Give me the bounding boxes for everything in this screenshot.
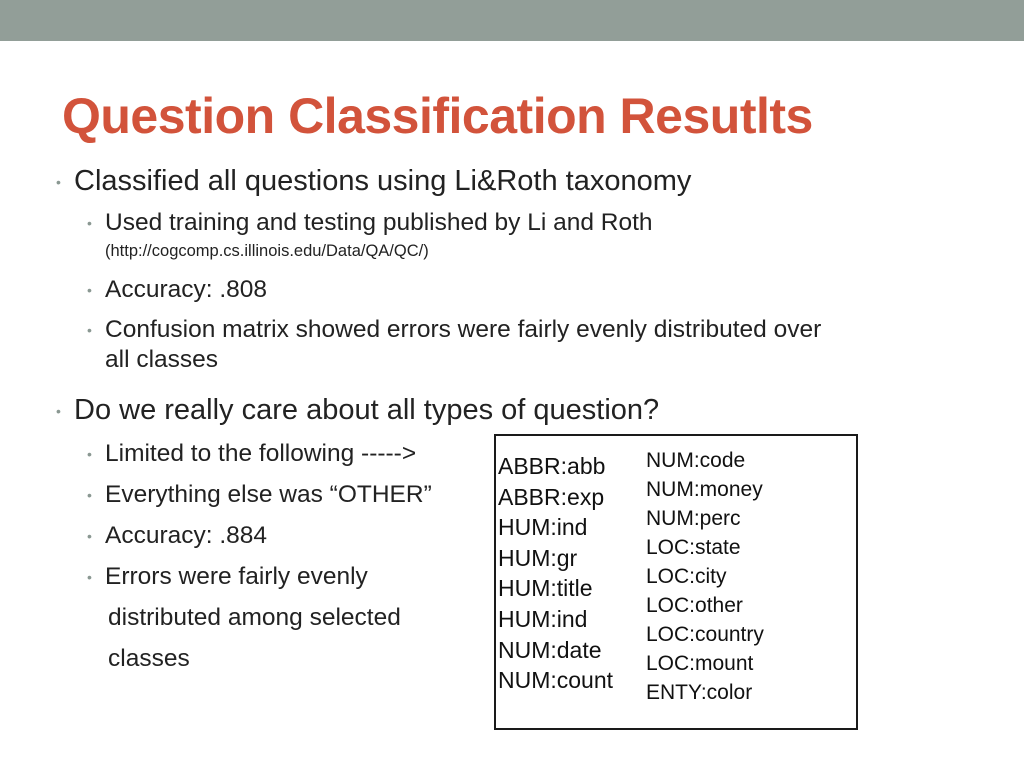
class-item: LOC:country — [646, 623, 764, 646]
bullet-other: Everything else was “OTHER” — [105, 481, 432, 508]
bullet-errors-line3: classes — [108, 645, 190, 672]
bullet-confusion-line1: Confusion matrix showed errors were fairly evenly distributed over — [105, 316, 822, 343]
class-item: ENTY:color — [646, 681, 753, 704]
slide-title: Question Classification Resutlts — [62, 88, 813, 144]
class-item: NUM:date — [498, 636, 602, 663]
dataset-url: (http://cogcomp.cs.illinois.edu/Data/QA/QC/) — [105, 242, 429, 260]
class-item: NUM:money — [646, 478, 763, 501]
bullet-errors-line2: distributed among selected — [108, 604, 401, 631]
class-item: HUM:ind — [498, 514, 588, 541]
class-item: ABBR:exp — [498, 483, 605, 510]
top-bar — [0, 0, 1024, 41]
bullet-confusion — [105, 315, 821, 375]
class-item: NUM:perc — [646, 507, 741, 530]
bullet-classified: Classified all questions using Li&Roth taxonomy — [74, 165, 692, 197]
bullet-icon: • — [87, 487, 92, 503]
bullet-icon: • — [87, 528, 92, 544]
class-item: NUM:code — [646, 449, 746, 472]
bullet-training — [105, 208, 653, 262]
bullet-training-text: Used training and testing published by Li and Roth — [105, 209, 653, 236]
bullet-errors: Errors were fairly evenly — [105, 563, 368, 590]
bullet-care: Do we really care about all types of question? — [74, 394, 660, 426]
class-list-column-2 — [646, 446, 764, 707]
bullet-icon: • — [87, 322, 92, 338]
bullet-accuracy-2: Accuracy: .884 — [105, 522, 268, 549]
class-item: LOC:other — [646, 594, 743, 617]
bullet-icon: • — [87, 215, 92, 231]
bullet-icon: • — [56, 403, 61, 419]
class-item: LOC:city — [646, 565, 727, 588]
bullet-icon: • — [56, 174, 61, 190]
class-item: NUM:count — [498, 667, 614, 694]
bullet-icon: • — [87, 569, 92, 585]
class-item: LOC:mount — [646, 652, 754, 675]
class-item: ABBR:abb — [498, 453, 606, 479]
bullet-confusion-line2: all classes — [105, 346, 219, 373]
bullet-accuracy-1: Accuracy: .808 — [105, 276, 268, 303]
bullet-icon: • — [87, 282, 92, 298]
class-item: HUM:title — [498, 575, 593, 602]
bullet-limited: Limited to the following -----> — [105, 440, 417, 467]
class-item: LOC:state — [646, 536, 741, 559]
class-item: HUM:gr — [498, 544, 578, 571]
class-list-column-1 — [498, 451, 613, 696]
class-item: HUM:ind — [498, 605, 588, 632]
bullet-icon: • — [87, 446, 92, 462]
